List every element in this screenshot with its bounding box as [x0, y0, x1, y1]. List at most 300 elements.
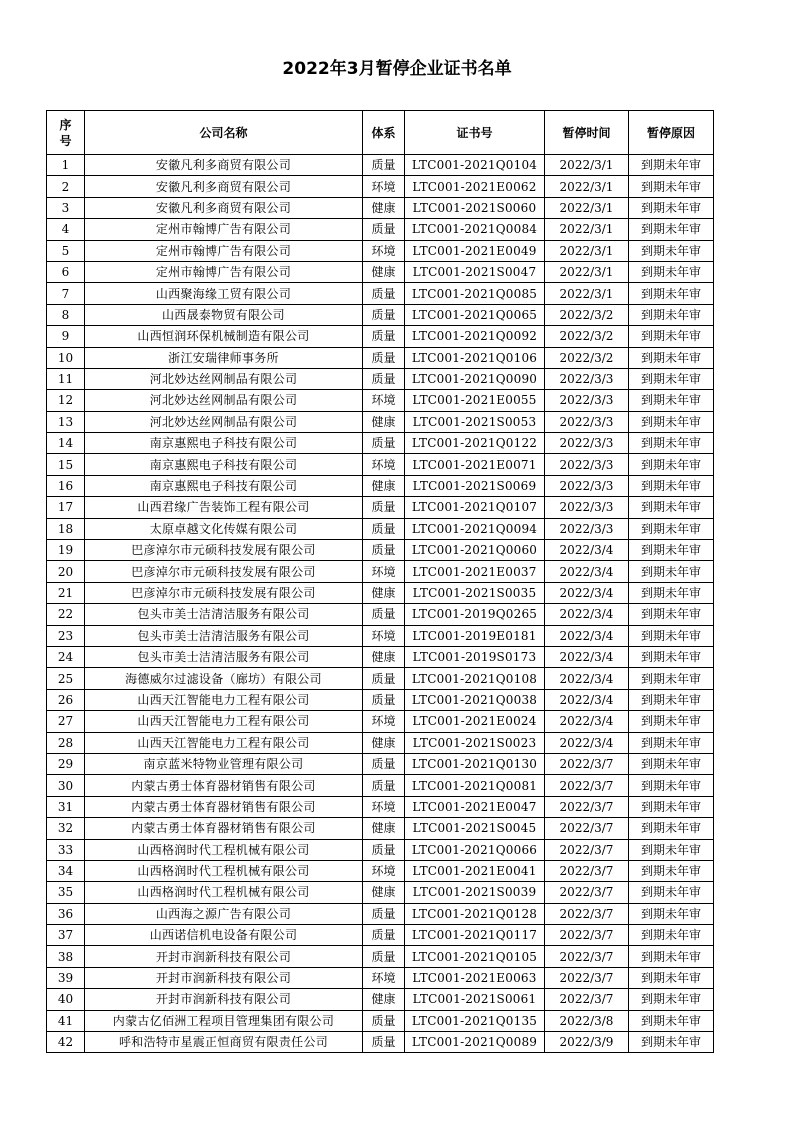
cell-system: 质量 — [363, 946, 405, 967]
cell-suspend-reason: 到期未年审 — [629, 711, 714, 732]
table-row — [47, 561, 714, 582]
cell-seq: 36 — [47, 903, 85, 924]
cell-system: 质量 — [363, 1032, 405, 1053]
cell-company: 山西格润时代工程机械有限公司 — [85, 860, 363, 881]
cell-company: 浙江安瑞律师事务所 — [85, 347, 363, 368]
cell-company: 巴彦淖尔市元硕科技发展有限公司 — [85, 561, 363, 582]
cell-system: 质量 — [363, 368, 405, 389]
cell-system: 环境 — [363, 240, 405, 261]
cell-cert-number: LTC001-2021S0069 — [405, 475, 545, 496]
cell-suspend-reason: 到期未年审 — [629, 497, 714, 518]
table-row — [47, 796, 714, 817]
cell-suspend-date: 2022/3/7 — [545, 925, 629, 946]
cell-cert-number: LTC001-2021E0049 — [405, 240, 545, 261]
cell-system: 质量 — [363, 326, 405, 347]
table-row — [47, 967, 714, 988]
cell-company: 开封市润新科技有限公司 — [85, 989, 363, 1010]
cell-cert-number: LTC001-2021Q0089 — [405, 1032, 545, 1053]
cell-cert-number: LTC001-2021E0062 — [405, 176, 545, 197]
cell-company: 山西恒润环保机械制造有限公司 — [85, 326, 363, 347]
table-row — [47, 240, 714, 261]
cell-company: 巴彦淖尔市元硕科技发展有限公司 — [85, 582, 363, 603]
cell-seq: 18 — [47, 518, 85, 539]
table-row — [47, 518, 714, 539]
cell-suspend-reason: 到期未年审 — [629, 540, 714, 561]
suspension-table — [46, 110, 714, 1053]
cell-company: 山西天江智能电力工程有限公司 — [85, 689, 363, 710]
table-row — [47, 411, 714, 432]
cell-company: 南京惠熙电子科技有限公司 — [85, 433, 363, 454]
cell-system: 健康 — [363, 818, 405, 839]
cell-cert-number: LTC001-2021S0035 — [405, 582, 545, 603]
cell-cert-number: LTC001-2021Q0090 — [405, 368, 545, 389]
cell-cert-number: LTC001-2021Q0081 — [405, 775, 545, 796]
cell-cert-number: LTC001-2021E0041 — [405, 860, 545, 881]
header-cert: 证书号 — [405, 111, 545, 155]
cell-cert-number: LTC001-2021S0061 — [405, 989, 545, 1010]
cell-company: 河北妙达丝网制品有限公司 — [85, 411, 363, 432]
cell-suspend-date: 2022/3/3 — [545, 368, 629, 389]
table-row — [47, 326, 714, 347]
cell-suspend-reason: 到期未年审 — [629, 796, 714, 817]
cell-company: 开封市润新科技有限公司 — [85, 946, 363, 967]
cell-suspend-reason: 到期未年审 — [629, 604, 714, 625]
cell-company: 山西聚海缘工贸有限公司 — [85, 283, 363, 304]
cell-cert-number: LTC001-2021Q0060 — [405, 540, 545, 561]
table-row — [47, 582, 714, 603]
cell-cert-number: LTC001-2021Q0107 — [405, 497, 545, 518]
cell-system: 健康 — [363, 197, 405, 218]
table-row — [47, 347, 714, 368]
cell-seq: 2 — [47, 176, 85, 197]
table-row — [47, 882, 714, 903]
cell-suspend-date: 2022/3/4 — [545, 668, 629, 689]
cell-cert-number: LTC001-2021S0060 — [405, 197, 545, 218]
cell-system: 健康 — [363, 882, 405, 903]
table-row — [47, 368, 714, 389]
header-reason: 暂停原因 — [629, 111, 714, 155]
table-row — [47, 753, 714, 774]
cell-suspend-date: 2022/3/3 — [545, 390, 629, 411]
cell-suspend-date: 2022/3/4 — [545, 540, 629, 561]
cell-seq: 23 — [47, 625, 85, 646]
cell-seq: 28 — [47, 732, 85, 753]
cell-seq: 11 — [47, 368, 85, 389]
table-row — [47, 497, 714, 518]
cell-seq: 6 — [47, 261, 85, 282]
cell-seq: 15 — [47, 454, 85, 475]
cell-suspend-reason: 到期未年审 — [629, 689, 714, 710]
cell-suspend-reason: 到期未年审 — [629, 989, 714, 1010]
cell-company: 山西天江智能电力工程有限公司 — [85, 711, 363, 732]
table-row — [47, 989, 714, 1010]
cell-suspend-date: 2022/3/2 — [545, 347, 629, 368]
cell-cert-number: LTC001-2021S0045 — [405, 818, 545, 839]
cell-suspend-reason: 到期未年审 — [629, 433, 714, 454]
cell-system: 环境 — [363, 711, 405, 732]
cell-suspend-date: 2022/3/7 — [545, 753, 629, 774]
cell-seq: 25 — [47, 668, 85, 689]
cell-system: 环境 — [363, 860, 405, 881]
cell-company: 太原卓越文化传媒有限公司 — [85, 518, 363, 539]
cell-seq: 8 — [47, 304, 85, 325]
cell-seq: 17 — [47, 497, 85, 518]
cell-company: 南京惠熙电子科技有限公司 — [85, 454, 363, 475]
table-row — [47, 197, 714, 218]
cell-company: 安徽凡利多商贸有限公司 — [85, 176, 363, 197]
header-date: 暂停时间 — [545, 111, 629, 155]
cell-suspend-date: 2022/3/7 — [545, 967, 629, 988]
cell-suspend-date: 2022/3/7 — [545, 796, 629, 817]
table-row — [47, 646, 714, 667]
page-title: 2022年3月暂停企业证书名单 — [282, 59, 512, 79]
cell-suspend-date: 2022/3/2 — [545, 304, 629, 325]
table-row — [47, 261, 714, 282]
cell-seq: 40 — [47, 989, 85, 1010]
cell-cert-number: LTC001-2021Q0135 — [405, 1010, 545, 1031]
cell-suspend-reason: 到期未年审 — [629, 903, 714, 924]
cell-seq: 7 — [47, 283, 85, 304]
cell-system: 质量 — [363, 497, 405, 518]
cell-seq: 32 — [47, 818, 85, 839]
cell-system: 健康 — [363, 475, 405, 496]
cell-system: 质量 — [363, 347, 405, 368]
cell-suspend-reason: 到期未年审 — [629, 625, 714, 646]
cell-system: 健康 — [363, 989, 405, 1010]
cell-seq: 26 — [47, 689, 85, 710]
cell-company: 开封市润新科技有限公司 — [85, 967, 363, 988]
cell-suspend-date: 2022/3/7 — [545, 882, 629, 903]
cell-seq: 41 — [47, 1010, 85, 1031]
cell-suspend-date: 2022/3/7 — [545, 946, 629, 967]
table-row — [47, 433, 714, 454]
cell-suspend-reason: 到期未年审 — [629, 925, 714, 946]
cell-suspend-date: 2022/3/4 — [545, 646, 629, 667]
cell-seq: 14 — [47, 433, 85, 454]
cell-suspend-reason: 到期未年审 — [629, 775, 714, 796]
table-row — [47, 839, 714, 860]
cell-suspend-reason: 到期未年审 — [629, 582, 714, 603]
cell-seq: 35 — [47, 882, 85, 903]
cell-company: 山西格润时代工程机械有限公司 — [85, 839, 363, 860]
table-row — [47, 711, 714, 732]
cell-system: 健康 — [363, 261, 405, 282]
cell-cert-number: LTC001-2021E0063 — [405, 967, 545, 988]
cell-cert-number: LTC001-2021Q0094 — [405, 518, 545, 539]
table-row — [47, 668, 714, 689]
table-row — [47, 176, 714, 197]
cell-seq: 12 — [47, 390, 85, 411]
cell-suspend-reason: 到期未年审 — [629, 753, 714, 774]
cell-suspend-reason: 到期未年审 — [629, 1032, 714, 1053]
cell-suspend-date: 2022/3/3 — [545, 411, 629, 432]
cell-suspend-date: 2022/3/1 — [545, 197, 629, 218]
cell-suspend-date: 2022/3/7 — [545, 775, 629, 796]
cell-suspend-reason: 到期未年审 — [629, 197, 714, 218]
cell-suspend-reason: 到期未年审 — [629, 368, 714, 389]
cell-suspend-date: 2022/3/7 — [545, 903, 629, 924]
cell-company: 包头市美士洁清洁服务有限公司 — [85, 604, 363, 625]
table-row — [47, 475, 714, 496]
cell-suspend-date: 2022/3/1 — [545, 176, 629, 197]
cell-cert-number: LTC001-2021Q0104 — [405, 155, 545, 176]
cell-suspend-reason: 到期未年审 — [629, 240, 714, 261]
cell-seq: 30 — [47, 775, 85, 796]
cell-system: 质量 — [363, 753, 405, 774]
cell-suspend-date: 2022/3/4 — [545, 625, 629, 646]
cell-cert-number: LTC001-2019S0173 — [405, 646, 545, 667]
cell-system: 健康 — [363, 646, 405, 667]
cell-seq: 13 — [47, 411, 85, 432]
cell-suspend-date: 2022/3/1 — [545, 219, 629, 240]
cell-seq: 27 — [47, 711, 85, 732]
table-row — [47, 689, 714, 710]
cell-suspend-date: 2022/3/1 — [545, 283, 629, 304]
cell-suspend-date: 2022/3/7 — [545, 860, 629, 881]
table-body — [47, 155, 714, 1053]
cell-system: 环境 — [363, 561, 405, 582]
cell-seq: 38 — [47, 946, 85, 967]
cell-suspend-reason: 到期未年审 — [629, 1010, 714, 1031]
table-row — [47, 625, 714, 646]
cell-cert-number: LTC001-2021E0071 — [405, 454, 545, 475]
cell-seq: 3 — [47, 197, 85, 218]
cell-company: 内蒙古勇士体育器材销售有限公司 — [85, 775, 363, 796]
cell-cert-number: LTC001-2021Q0084 — [405, 219, 545, 240]
cell-seq: 19 — [47, 540, 85, 561]
cell-suspend-date: 2022/3/4 — [545, 711, 629, 732]
cell-seq: 16 — [47, 475, 85, 496]
cell-suspend-date: 2022/3/1 — [545, 261, 629, 282]
table-row — [47, 304, 714, 325]
cell-system: 环境 — [363, 454, 405, 475]
table-row — [47, 775, 714, 796]
cell-system: 质量 — [363, 219, 405, 240]
cell-system: 质量 — [363, 689, 405, 710]
cell-system: 质量 — [363, 1010, 405, 1031]
cell-suspend-date: 2022/3/3 — [545, 518, 629, 539]
cell-suspend-reason: 到期未年审 — [629, 818, 714, 839]
cell-system: 环境 — [363, 625, 405, 646]
cell-suspend-reason: 到期未年审 — [629, 283, 714, 304]
cell-company: 定州市翰博广告有限公司 — [85, 261, 363, 282]
cell-cert-number: LTC001-2021Q0092 — [405, 326, 545, 347]
cell-company: 山西海之源广告有限公司 — [85, 903, 363, 924]
cell-system: 环境 — [363, 796, 405, 817]
cell-seq: 4 — [47, 219, 85, 240]
cell-suspend-reason: 到期未年审 — [629, 326, 714, 347]
cell-system: 环境 — [363, 390, 405, 411]
cell-system: 质量 — [363, 775, 405, 796]
cell-seq: 20 — [47, 561, 85, 582]
cell-system: 健康 — [363, 411, 405, 432]
cell-seq: 29 — [47, 753, 85, 774]
cell-suspend-reason: 到期未年审 — [629, 390, 714, 411]
table-row — [47, 1010, 714, 1031]
table-row — [47, 732, 714, 753]
cell-company: 内蒙古勇士体育器材销售有限公司 — [85, 818, 363, 839]
cell-company: 河北妙达丝网制品有限公司 — [85, 368, 363, 389]
cell-suspend-date: 2022/3/9 — [545, 1032, 629, 1053]
cell-system: 质量 — [363, 903, 405, 924]
cell-cert-number: LTC001-2021Q0105 — [405, 946, 545, 967]
cell-company: 内蒙古亿佰洲工程项目管理集团有限公司 — [85, 1010, 363, 1031]
cell-company: 山西天江智能电力工程有限公司 — [85, 732, 363, 753]
cell-system: 质量 — [363, 433, 405, 454]
cell-suspend-reason: 到期未年审 — [629, 946, 714, 967]
cell-suspend-reason: 到期未年审 — [629, 561, 714, 582]
cell-cert-number: LTC001-2021Q0122 — [405, 433, 545, 454]
cell-suspend-reason: 到期未年审 — [629, 882, 714, 903]
cell-seq: 22 — [47, 604, 85, 625]
cell-system: 质量 — [363, 540, 405, 561]
cell-cert-number: LTC001-2021Q0130 — [405, 753, 545, 774]
cell-cert-number: LTC001-2021E0047 — [405, 796, 545, 817]
header-company: 公司名称 — [85, 111, 363, 155]
cell-seq: 31 — [47, 796, 85, 817]
cell-suspend-date: 2022/3/7 — [545, 839, 629, 860]
cell-system: 质量 — [363, 518, 405, 539]
cell-suspend-date: 2022/3/4 — [545, 732, 629, 753]
cell-suspend-date: 2022/3/4 — [545, 582, 629, 603]
cell-cert-number: LTC001-2021Q0117 — [405, 925, 545, 946]
cell-cert-number: LTC001-2021Q0106 — [405, 347, 545, 368]
cell-suspend-date: 2022/3/4 — [545, 561, 629, 582]
cell-suspend-reason: 到期未年审 — [629, 732, 714, 753]
cell-seq: 33 — [47, 839, 85, 860]
cell-suspend-date: 2022/3/3 — [545, 475, 629, 496]
cell-system: 质量 — [363, 604, 405, 625]
cell-cert-number: LTC001-2021E0024 — [405, 711, 545, 732]
cell-suspend-date: 2022/3/3 — [545, 497, 629, 518]
cell-company: 河北妙达丝网制品有限公司 — [85, 390, 363, 411]
cell-company: 山西诺信机电设备有限公司 — [85, 925, 363, 946]
cell-suspend-date: 2022/3/4 — [545, 689, 629, 710]
cell-suspend-reason: 到期未年审 — [629, 518, 714, 539]
table-row — [47, 946, 714, 967]
cell-company: 山西晟泰物贸有限公司 — [85, 304, 363, 325]
cell-suspend-reason: 到期未年审 — [629, 411, 714, 432]
header-system: 体系 — [363, 111, 405, 155]
cell-cert-number: LTC001-2021Q0128 — [405, 903, 545, 924]
cell-company: 海德威尔过滤设备（廊坊）有限公司 — [85, 668, 363, 689]
cell-cert-number: LTC001-2021Q0038 — [405, 689, 545, 710]
cell-cert-number: LTC001-2021Q0108 — [405, 668, 545, 689]
cell-seq: 5 — [47, 240, 85, 261]
cell-suspend-date: 2022/3/2 — [545, 326, 629, 347]
cell-suspend-reason: 到期未年审 — [629, 839, 714, 860]
cell-suspend-reason: 到期未年审 — [629, 646, 714, 667]
cell-suspend-date: 2022/3/3 — [545, 433, 629, 454]
cell-cert-number: LTC001-2019E0181 — [405, 625, 545, 646]
table-row — [47, 155, 714, 176]
cell-seq: 42 — [47, 1032, 85, 1053]
header-seq-label: 序号 — [59, 117, 72, 148]
table-row — [47, 454, 714, 475]
table-row — [47, 219, 714, 240]
cell-seq: 39 — [47, 967, 85, 988]
cell-system: 质量 — [363, 925, 405, 946]
cell-cert-number: LTC001-2021S0047 — [405, 261, 545, 282]
cell-company: 安徽凡利多商贸有限公司 — [85, 155, 363, 176]
cell-system: 质量 — [363, 668, 405, 689]
cell-cert-number: LTC001-2019Q0265 — [405, 604, 545, 625]
cell-system: 质量 — [363, 283, 405, 304]
cell-system: 质量 — [363, 839, 405, 860]
table-row — [47, 925, 714, 946]
cell-seq: 10 — [47, 347, 85, 368]
cell-suspend-reason: 到期未年审 — [629, 176, 714, 197]
cell-cert-number: LTC001-2021E0055 — [405, 390, 545, 411]
cell-suspend-reason: 到期未年审 — [629, 155, 714, 176]
cell-cert-number: LTC001-2021S0039 — [405, 882, 545, 903]
table-row — [47, 390, 714, 411]
table-row — [47, 283, 714, 304]
cell-seq: 1 — [47, 155, 85, 176]
cell-suspend-reason: 到期未年审 — [629, 475, 714, 496]
cell-suspend-reason: 到期未年审 — [629, 454, 714, 475]
cell-company: 内蒙古勇士体育器材销售有限公司 — [85, 796, 363, 817]
table-row — [47, 604, 714, 625]
cell-cert-number: LTC001-2021Q0066 — [405, 839, 545, 860]
table-header-row — [47, 111, 714, 155]
cell-seq: 24 — [47, 646, 85, 667]
table-row — [47, 860, 714, 881]
cell-suspend-date: 2022/3/1 — [545, 155, 629, 176]
cell-company: 定州市翰博广告有限公司 — [85, 240, 363, 261]
cell-suspend-reason: 到期未年审 — [629, 219, 714, 240]
cell-cert-number: LTC001-2021Q0085 — [405, 283, 545, 304]
cell-company: 山西格润时代工程机械有限公司 — [85, 882, 363, 903]
cell-company: 山西君缘广告装饰工程有限公司 — [85, 497, 363, 518]
cell-system: 健康 — [363, 732, 405, 753]
table-row — [47, 818, 714, 839]
cell-suspend-reason: 到期未年审 — [629, 304, 714, 325]
cell-suspend-reason: 到期未年审 — [629, 347, 714, 368]
cell-system: 质量 — [363, 155, 405, 176]
cell-suspend-date: 2022/3/4 — [545, 604, 629, 625]
cell-suspend-reason: 到期未年审 — [629, 261, 714, 282]
cell-cert-number: LTC001-2021E0037 — [405, 561, 545, 582]
table-row — [47, 540, 714, 561]
cell-suspend-reason: 到期未年审 — [629, 967, 714, 988]
cell-suspend-date: 2022/3/7 — [545, 989, 629, 1010]
cell-cert-number: LTC001-2021S0053 — [405, 411, 545, 432]
table-row — [47, 903, 714, 924]
cell-company: 包头市美士洁清洁服务有限公司 — [85, 646, 363, 667]
cell-suspend-reason: 到期未年审 — [629, 668, 714, 689]
cell-cert-number: LTC001-2021Q0065 — [405, 304, 545, 325]
header-seq — [47, 111, 85, 155]
cell-cert-number: LTC001-2021S0023 — [405, 732, 545, 753]
cell-suspend-date: 2022/3/1 — [545, 240, 629, 261]
cell-company: 定州市翰博广告有限公司 — [85, 219, 363, 240]
cell-seq: 37 — [47, 925, 85, 946]
cell-company: 安徽凡利多商贸有限公司 — [85, 197, 363, 218]
cell-system: 环境 — [363, 967, 405, 988]
cell-system: 质量 — [363, 304, 405, 325]
cell-company: 呼和浩特市星震正恒商贸有限责任公司 — [85, 1032, 363, 1053]
cell-seq: 21 — [47, 582, 85, 603]
cell-company: 包头市美士洁清洁服务有限公司 — [85, 625, 363, 646]
cell-suspend-date: 2022/3/3 — [545, 454, 629, 475]
cell-seq: 9 — [47, 326, 85, 347]
cell-company: 南京蓝米特物业管理有限公司 — [85, 753, 363, 774]
table-row — [47, 1032, 714, 1053]
cell-suspend-date: 2022/3/8 — [545, 1010, 629, 1031]
cell-company: 巴彦淖尔市元硕科技发展有限公司 — [85, 540, 363, 561]
cell-seq: 34 — [47, 860, 85, 881]
